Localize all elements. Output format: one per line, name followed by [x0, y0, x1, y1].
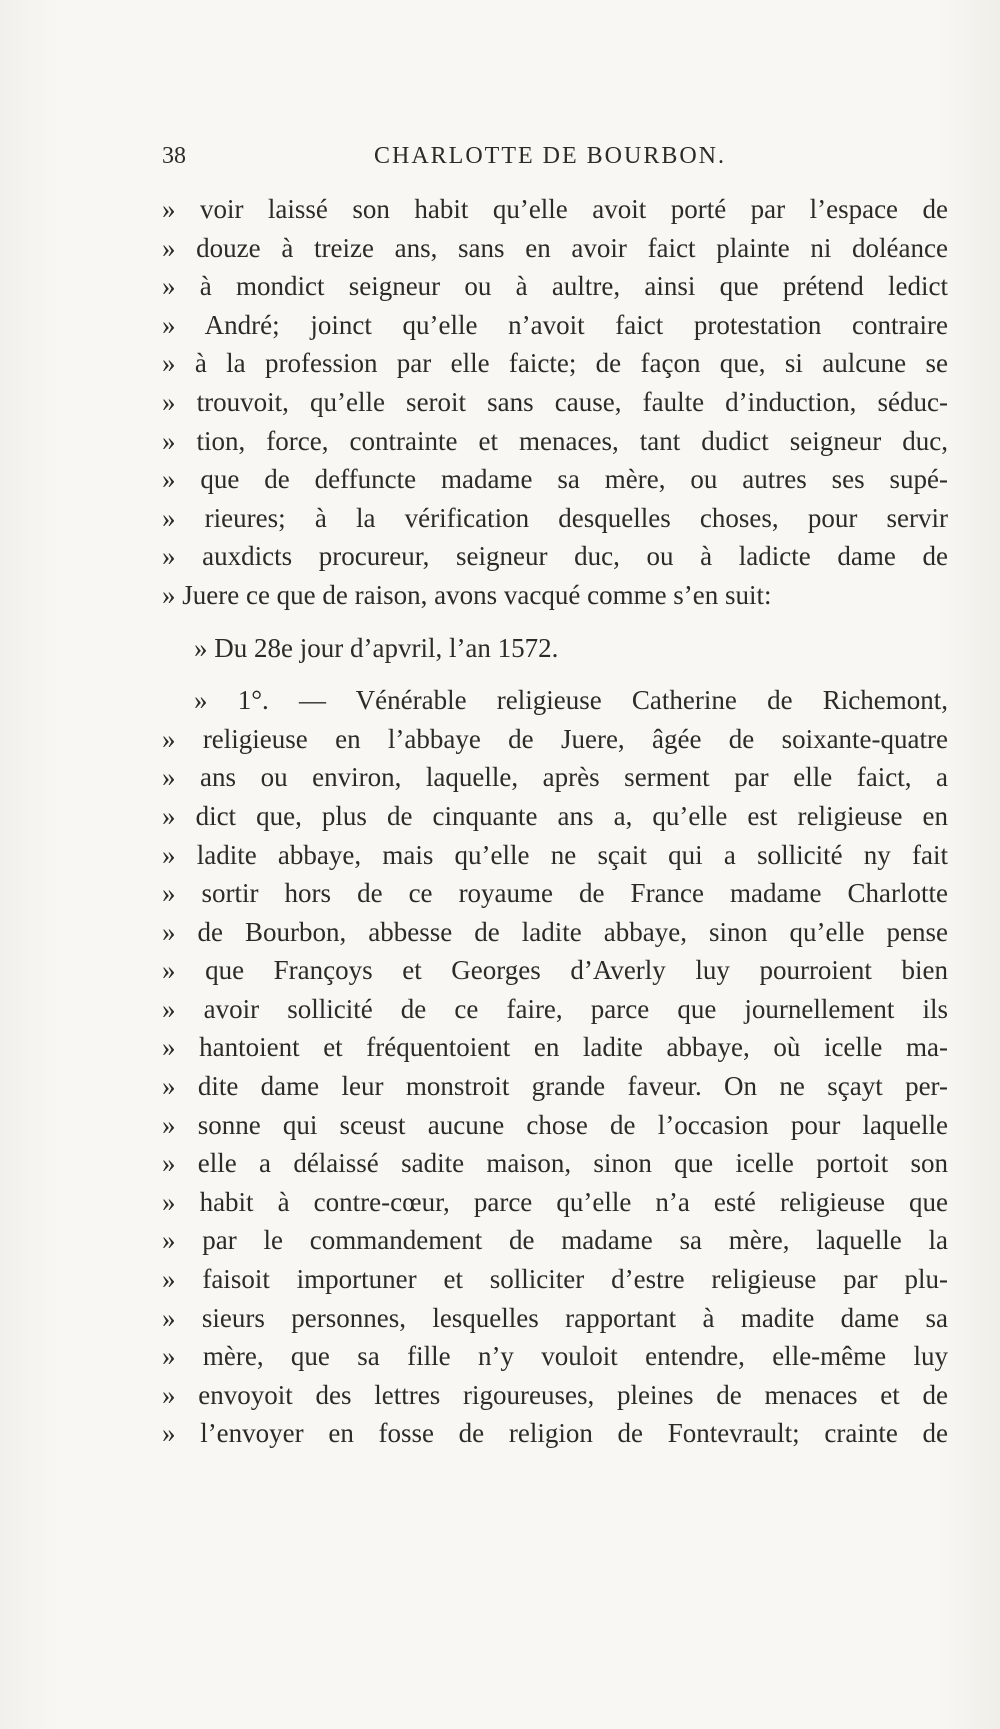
- text-line: » ladite abbaye, mais qu’elle ne sçait qui a sollicité ny fait: [162, 839, 948, 870]
- text-line: » sortir hors de ce royaume de France madame Charlotte: [162, 878, 948, 909]
- text-line: » tion, force, contrainte et menaces, tant dudict seigneur duc,: [162, 425, 948, 456]
- text-line: » religieuse en l’abbaye de Juere, âgée de soixante-quatre: [162, 723, 948, 754]
- text-line: » auxdicts procureur, seigneur duc, ou à ladicte dame de: [162, 541, 948, 572]
- text-line: » faisoit importuner et solliciter d’estre religieuse par plu-: [162, 1264, 948, 1295]
- text-line: » voir laissé son habit qu’elle avoit porté par l’espace de: [162, 194, 948, 224]
- text-line: » sonne qui sceust aucune chose de l’occasion pour laquelle: [162, 1109, 948, 1140]
- text-line: » elle a délaissé sadite maison, sinon que icelle portoit son: [162, 1148, 948, 1179]
- deposition-heading-line: » 1°. — Vénérable religieuse Catherine de Richemont,: [194, 685, 948, 716]
- text-line: » avoir sollicité de ce faire, parce que journellement ils: [162, 993, 948, 1024]
- text-line: » sieurs personnes, lesquelles rapportant à madite dame sa: [162, 1302, 948, 1333]
- text-line: » de Bourbon, abbesse de ladite abbaye, sinon qu’elle pense: [162, 916, 948, 947]
- text-line: » dite dame leur monstroit grande faveur. On ne sçayt per-: [162, 1071, 948, 1102]
- text-line: » que Françoys et Georges d’Averly luy pourroient bien: [162, 955, 948, 986]
- date-line: » Du 28e jour d’apvril, l’an 1572.: [194, 632, 559, 663]
- text-line: » mère, que sa fille n’y vouloit entendre, elle-même luy: [162, 1341, 948, 1372]
- text-line: » André; joinct qu’elle n’avoit faict protestation contraire: [162, 309, 948, 340]
- text-line: » rieures; à la vérification desquelles choses, pour servir: [162, 502, 948, 533]
- paragraph-gap: [162, 615, 948, 629]
- text-line: » habit à contre-cœur, parce qu’elle n’a esté religieuse que: [162, 1186, 948, 1217]
- text-line: » trouvoit, qu’elle seroit sans cause, faulte d’induction, séduc-: [162, 386, 948, 417]
- running-title: CHARLOTTE DE BOURBON.: [374, 143, 726, 169]
- text-line: » Juere ce que de raison, avons vacqué comme s’en suit:: [162, 579, 772, 610]
- text-line: » hantoient et fréquentoient en ladite abbaye, où icelle ma-: [162, 1032, 948, 1063]
- text-line: » ans ou environ, laquelle, après serment par elle faict, a: [162, 762, 948, 793]
- body-text: [162, 190, 948, 1453]
- text-line: » dict que, plus de cinquante ans a, qu’elle est religieuse en: [162, 800, 948, 831]
- text-line: » envoyoit des lettres rigoureuses, pleines de menaces et de: [162, 1379, 948, 1410]
- text-line: » par le commandement de madame sa mère, laquelle la: [162, 1225, 948, 1256]
- text-line: » douze à treize ans, sans en avoir faict plainte ni doléance: [162, 232, 948, 263]
- running-head: [162, 143, 950, 177]
- text-line: » à la profession par elle faicte; de façon que, si aulcune se: [162, 348, 948, 379]
- text-line: » l’envoyer en fosse de religion de Fontevrault; crainte de: [162, 1418, 948, 1449]
- page-number: 38: [162, 143, 186, 169]
- paragraph-gap: [162, 667, 948, 681]
- text-line: » que de deffuncte madame sa mère, ou autres ses supé-: [162, 464, 948, 495]
- text-line: » à mondict seigneur ou à aultre, ainsi que prétend ledict: [162, 271, 948, 302]
